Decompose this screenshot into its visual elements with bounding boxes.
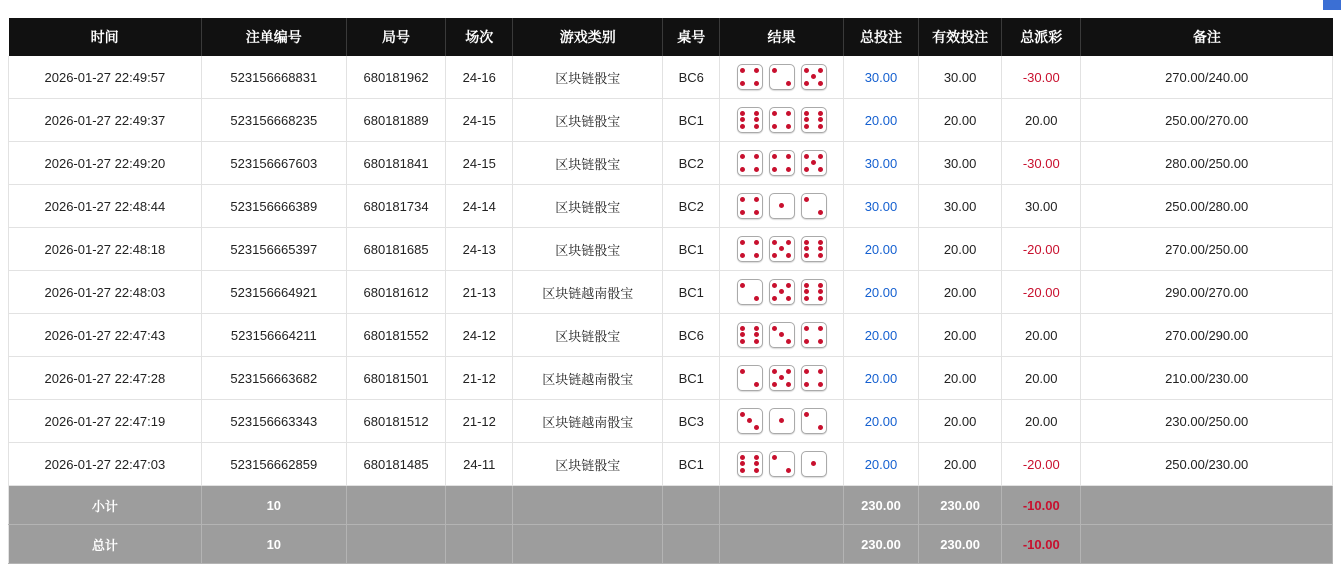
- cell-session: 24-15: [446, 142, 513, 185]
- cell-remark: 210.00/230.00: [1081, 357, 1333, 400]
- cell-remark: 280.00/250.00: [1081, 142, 1333, 185]
- cell-total_payout: 20.00: [1002, 400, 1081, 443]
- cell-table_no: BC1: [663, 357, 720, 400]
- column-header-result[interactable]: 结果: [720, 18, 844, 56]
- cell-time[interactable]: 2026-01-27 22:49:37: [9, 99, 202, 142]
- cell-total_bet: 20.00: [843, 228, 918, 271]
- cell-order_no[interactable]: 523156668235: [201, 99, 346, 142]
- dice-group: [722, 322, 841, 348]
- cell-total_bet: 20.00: [843, 357, 918, 400]
- summary-valid-bet: 230.00: [919, 525, 1002, 564]
- cell-total_bet: 20.00: [843, 443, 918, 486]
- cell-table_no: BC1: [663, 228, 720, 271]
- cell-valid_bet: 30.00: [919, 142, 1002, 185]
- cell-table_no: BC6: [663, 56, 720, 99]
- dice-group: [722, 107, 841, 133]
- dice-group: [722, 64, 841, 90]
- cell-round_no: 680181552: [346, 314, 445, 357]
- cell-table_no: BC1: [663, 443, 720, 486]
- cell-game_type: 区块链骰宝: [513, 56, 663, 99]
- cell-round_no: 680181501: [346, 357, 445, 400]
- cell-order_no[interactable]: 523156665397: [201, 228, 346, 271]
- dice-face-5-icon: [769, 236, 795, 262]
- cell-result: [720, 99, 844, 142]
- cell-total_bet: 20.00: [843, 99, 918, 142]
- cell-game_type: 区块链骰宝: [513, 99, 663, 142]
- table-row[interactable]: [9, 99, 1333, 142]
- dice-face-4-icon: [801, 365, 827, 391]
- cell-remark: 270.00/240.00: [1081, 56, 1333, 99]
- dice-face-2-icon: [801, 193, 827, 219]
- cell-round_no: 680181962: [346, 56, 445, 99]
- summary-total-payout: -10.00: [1002, 525, 1081, 564]
- dice-face-5-icon: [801, 64, 827, 90]
- dice-group: [722, 408, 841, 434]
- cell-remark: 270.00/290.00: [1081, 314, 1333, 357]
- cell-total_payout: 20.00: [1002, 357, 1081, 400]
- cell-remark: 250.00/230.00: [1081, 443, 1333, 486]
- dice-face-1-icon: [769, 408, 795, 434]
- cell-order_no[interactable]: 523156663343: [201, 400, 346, 443]
- cell-order_no[interactable]: 523156663682: [201, 357, 346, 400]
- column-header-game_type[interactable]: 游戏类别: [513, 18, 663, 56]
- summary-empty-cell: [513, 525, 663, 564]
- summary-empty-cell: [663, 525, 720, 564]
- cell-round_no: 680181889: [346, 99, 445, 142]
- cell-total_payout: -20.00: [1002, 443, 1081, 486]
- cell-total_payout: -20.00: [1002, 271, 1081, 314]
- cell-remark: 290.00/270.00: [1081, 271, 1333, 314]
- dice-face-1-icon: [769, 193, 795, 219]
- cell-valid_bet: 30.00: [919, 185, 1002, 228]
- cell-result: [720, 142, 844, 185]
- summary-count: 10: [201, 486, 346, 525]
- dice-group: [722, 451, 841, 477]
- dice-group: [722, 150, 841, 176]
- dice-face-4-icon: [769, 107, 795, 133]
- cell-session: 24-16: [446, 56, 513, 99]
- cell-round_no: 680181841: [346, 142, 445, 185]
- dice-face-5-icon: [769, 279, 795, 305]
- cell-time[interactable]: 2026-01-27 22:48:44: [9, 185, 202, 228]
- cell-remark: 250.00/280.00: [1081, 185, 1333, 228]
- cell-total_payout: -30.00: [1002, 56, 1081, 99]
- cell-total_bet: 20.00: [843, 271, 918, 314]
- table-row[interactable]: [9, 314, 1333, 357]
- cell-remark: 230.00/250.00: [1081, 400, 1333, 443]
- table-row[interactable]: [9, 400, 1333, 443]
- bet-history-table-container: [8, 18, 1333, 564]
- dice-face-2-icon: [737, 365, 763, 391]
- dice-face-4-icon: [737, 193, 763, 219]
- column-header-total_bet[interactable]: 总投注: [843, 18, 918, 56]
- cell-remark: 250.00/270.00: [1081, 99, 1333, 142]
- cell-session: 24-11: [446, 443, 513, 486]
- cell-result: [720, 228, 844, 271]
- cell-game_type: 区块链骰宝: [513, 314, 663, 357]
- column-header-remark[interactable]: 备注: [1081, 18, 1333, 56]
- cell-round_no: 680181734: [346, 185, 445, 228]
- cell-session: 24-12: [446, 314, 513, 357]
- cell-table_no: BC3: [663, 400, 720, 443]
- summary-row: [9, 525, 1333, 564]
- cell-game_type: 区块链骰宝: [513, 142, 663, 185]
- cell-result: [720, 443, 844, 486]
- cell-total_bet: 30.00: [843, 56, 918, 99]
- cell-result: [720, 400, 844, 443]
- dice-face-6-icon: [801, 236, 827, 262]
- cell-session: 24-15: [446, 99, 513, 142]
- cell-result: [720, 314, 844, 357]
- dice-face-4-icon: [801, 322, 827, 348]
- cell-session: 21-12: [446, 357, 513, 400]
- dice-face-5-icon: [769, 365, 795, 391]
- cell-valid_bet: 20.00: [919, 271, 1002, 314]
- cell-round_no: 680181612: [346, 271, 445, 314]
- cell-total_bet: 30.00: [843, 142, 918, 185]
- cell-total_payout: 20.00: [1002, 314, 1081, 357]
- cell-session: 21-13: [446, 271, 513, 314]
- cell-round_no: 680181485: [346, 443, 445, 486]
- cell-total_payout: 20.00: [1002, 99, 1081, 142]
- top-right-accent-bar: [1323, 0, 1341, 10]
- cell-total_payout: 30.00: [1002, 185, 1081, 228]
- cell-game_type: 区块链越南骰宝: [513, 271, 663, 314]
- dice-face-1-icon: [801, 451, 827, 477]
- cell-time[interactable]: 2026-01-27 22:49:57: [9, 56, 202, 99]
- cell-game_type: 区块链越南骰宝: [513, 357, 663, 400]
- cell-total_bet: 20.00: [843, 400, 918, 443]
- summary-empty-cell: [663, 486, 720, 525]
- cell-session: 21-12: [446, 400, 513, 443]
- dice-face-2-icon: [737, 279, 763, 305]
- summary-label: 总计: [9, 525, 202, 564]
- dice-group: [722, 365, 841, 391]
- dice-face-4-icon: [737, 64, 763, 90]
- dice-face-6-icon: [737, 107, 763, 133]
- dice-face-6-icon: [801, 107, 827, 133]
- dice-face-6-icon: [801, 279, 827, 305]
- cell-valid_bet: 20.00: [919, 228, 1002, 271]
- cell-total_payout: -30.00: [1002, 142, 1081, 185]
- dice-group: [722, 193, 841, 219]
- column-header-total_payout[interactable]: 总派彩: [1002, 18, 1081, 56]
- summary-valid-bet: 230.00: [919, 486, 1002, 525]
- cell-table_no: BC1: [663, 271, 720, 314]
- summary-empty-cell: [1081, 525, 1333, 564]
- summary-row: [9, 486, 1333, 525]
- dice-face-6-icon: [737, 322, 763, 348]
- cell-game_type: 区块链骰宝: [513, 443, 663, 486]
- summary-empty-cell: [446, 486, 513, 525]
- cell-valid_bet: 20.00: [919, 99, 1002, 142]
- summary-empty-cell: [720, 486, 844, 525]
- cell-result: [720, 271, 844, 314]
- summary-empty-cell: [346, 525, 445, 564]
- dice-face-2-icon: [801, 408, 827, 434]
- column-header-table_no[interactable]: 桌号: [663, 18, 720, 56]
- cell-valid_bet: 20.00: [919, 400, 1002, 443]
- cell-session: 24-13: [446, 228, 513, 271]
- table-row[interactable]: [9, 56, 1333, 99]
- summary-empty-cell: [446, 525, 513, 564]
- summary-total-bet: 230.00: [843, 525, 918, 564]
- column-header-order_no[interactable]: 注单编号: [201, 18, 346, 56]
- cell-round_no: 680181512: [346, 400, 445, 443]
- cell-result: [720, 56, 844, 99]
- cell-time[interactable]: 2026-01-27 22:47:28: [9, 357, 202, 400]
- summary-empty-cell: [1081, 486, 1333, 525]
- summary-empty-cell: [346, 486, 445, 525]
- cell-session: 24-14: [446, 185, 513, 228]
- cell-valid_bet: 30.00: [919, 56, 1002, 99]
- dice-group: [722, 236, 841, 262]
- table-header-row: [9, 18, 1333, 56]
- dice-face-5-icon: [801, 150, 827, 176]
- column-header-time[interactable]: 时间: [9, 18, 202, 56]
- dice-face-6-icon: [737, 451, 763, 477]
- summary-empty-cell: [720, 525, 844, 564]
- cell-valid_bet: 20.00: [919, 314, 1002, 357]
- cell-time[interactable]: 2026-01-27 22:49:20: [9, 142, 202, 185]
- cell-time[interactable]: 2026-01-27 22:48:18: [9, 228, 202, 271]
- dice-face-4-icon: [737, 236, 763, 262]
- cell-time[interactable]: 2026-01-27 22:47:19: [9, 400, 202, 443]
- table-row[interactable]: [9, 142, 1333, 185]
- cell-order_no[interactable]: 523156662859: [201, 443, 346, 486]
- cell-game_type: 区块链骰宝: [513, 185, 663, 228]
- cell-time[interactable]: 2026-01-27 22:48:03: [9, 271, 202, 314]
- cell-result: [720, 357, 844, 400]
- cell-time[interactable]: 2026-01-27 22:47:43: [9, 314, 202, 357]
- summary-total-payout: -10.00: [1002, 486, 1081, 525]
- table-row[interactable]: [9, 443, 1333, 486]
- cell-order_no[interactable]: 523156666389: [201, 185, 346, 228]
- dice-face-3-icon: [737, 408, 763, 434]
- cell-round_no: 680181685: [346, 228, 445, 271]
- summary-label: 小计: [9, 486, 202, 525]
- dice-face-4-icon: [769, 150, 795, 176]
- cell-result: [720, 185, 844, 228]
- summary-count: 10: [201, 525, 346, 564]
- cell-game_type: 区块链越南骰宝: [513, 400, 663, 443]
- table-row[interactable]: [9, 228, 1333, 271]
- cell-order_no[interactable]: 523156664921: [201, 271, 346, 314]
- cell-table_no: BC2: [663, 185, 720, 228]
- column-header-valid_bet[interactable]: 有效投注: [919, 18, 1002, 56]
- column-header-round_no[interactable]: 局号: [346, 18, 445, 56]
- bet-history-table: [8, 18, 1333, 564]
- dice-face-3-icon: [769, 322, 795, 348]
- cell-order_no[interactable]: 523156664211: [201, 314, 346, 357]
- cell-table_no: BC6: [663, 314, 720, 357]
- table-row[interactable]: [9, 271, 1333, 314]
- cell-time[interactable]: 2026-01-27 22:47:03: [9, 443, 202, 486]
- cell-order_no[interactable]: 523156668831: [201, 56, 346, 99]
- cell-total_bet: 20.00: [843, 314, 918, 357]
- table-row[interactable]: [9, 185, 1333, 228]
- cell-table_no: BC2: [663, 142, 720, 185]
- dice-face-2-icon: [769, 451, 795, 477]
- cell-game_type: 区块链骰宝: [513, 228, 663, 271]
- cell-order_no[interactable]: 523156667603: [201, 142, 346, 185]
- summary-total-bet: 230.00: [843, 486, 918, 525]
- cell-remark: 270.00/250.00: [1081, 228, 1333, 271]
- cell-valid_bet: 20.00: [919, 443, 1002, 486]
- cell-valid_bet: 20.00: [919, 357, 1002, 400]
- table-row[interactable]: [9, 357, 1333, 400]
- dice-group: [722, 279, 841, 305]
- cell-total_bet: 30.00: [843, 185, 918, 228]
- dice-face-2-icon: [769, 64, 795, 90]
- column-header-session[interactable]: 场次: [446, 18, 513, 56]
- cell-total_payout: -20.00: [1002, 228, 1081, 271]
- dice-face-4-icon: [737, 150, 763, 176]
- summary-empty-cell: [513, 486, 663, 525]
- cell-table_no: BC1: [663, 99, 720, 142]
